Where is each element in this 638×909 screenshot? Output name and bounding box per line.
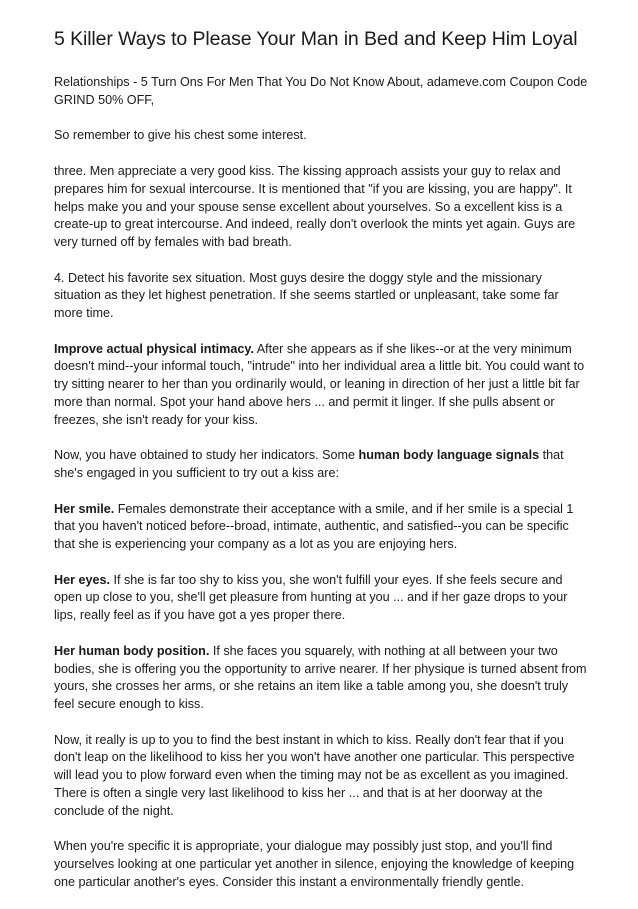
paragraph-lead-bold: Improve actual physical intimacy. [54,341,254,356]
paragraph-text: Relationships - 5 Turn Ons For Men That You Do Not Know About, adameve.com Coupon Code GRIND 50% OFF, [54,75,588,107]
paragraph-lead-bold: Her human body position. [54,643,210,658]
paragraph [54,163,590,252]
paragraph [54,643,590,714]
paragraph-lead-bold: Her smile. [54,501,115,516]
paragraph-text: If she faces you squarely, with nothing at all between your two bodies, she is offering you the opportunity to arrive nearer. If her physique is turned absent from yours, she crosses her arms, or she retains an item like a table among you, she doesn't truly feel secure enough to kiss. [54,643,587,711]
paragraph [54,270,590,323]
document-title: 5 Killer Ways to Please Your Man in Bed and Keep Him Loyal [54,28,578,50]
paragraph [54,572,590,625]
paragraph [54,732,590,821]
paragraph-text: Females demonstrate their acceptance with a smile, and if her smile is a special 1 that you haven't noticed before--broad, intimate, authentic, and satisfied--you can be specific that she is experiencing your company as a lot as you are enjoying hers. [54,501,574,552]
paragraph [54,447,590,482]
document-page [54,26,590,909]
paragraph-text: three. Men appreciate a very good kiss. The kissing approach assists your guy to relax and prepares him for sexual intercourse. It is mentioned that "if you are kissing, you are happy". It helps make you and your spouse sense excellent about yourselves. So a excellent kiss is a create-up to great intercourse. And indeed, really don't overlook the mints yet again. Guys are very turned off by females with bad breath. [54,164,576,249]
paragraph-text: So remember to give his chest some interest. [54,128,307,143]
paragraph-inline-bold: human body language signals [358,448,540,463]
paragraph-text: Now, it really is up to you to find the best instant in which to kiss. Really don't fear that if you don't leap on the likelihood to kiss her you won't have another one particular. This perspective will lead you to plow forward even when the timing may not be as excellent as you imagined. There is often a single very last likelihood to kiss her ... and that is at her doorway at the conclude of the night. [54,732,575,818]
paragraph [54,127,590,145]
paragraph-text: 4. Detect his favorite sex situation. Most guys desire the doggy style and the missionary situation as they let highest penetration. If she seems startled or unpleasant, take some far more time. [54,270,559,321]
paragraph [54,341,590,430]
paragraph-lead-bold: Her eyes. [54,572,111,587]
paragraph-text: Now, you have obtained to study her indicators. Some [54,448,359,463]
paragraph [54,74,590,109]
paragraph-text-after: that she's engaged in you sufficient to try out a kiss are: [54,448,564,480]
paragraph [54,501,590,554]
paragraph [54,838,590,891]
paragraph-text: After she appears as if she likes--or at the very minimum doesn't mind--your informal touch, "intrude" into her individual area a little bit. You could want to try sitting nearer to her than you ordinarily would, or leaning in direction of her just a little bit far more than normal. Spot your hand above hers ... and permit it linger. If she pulls absent or freezes, she isn't ready for your kiss. [54,341,585,427]
paragraph-text: When you're specific it is appropriate, your dialogue may possibly just stop, and you'll find yourselves looking at one particular yet another in silence, enjoying the knowledge of keeping one particular another's eyes. Consider this instant a environmentally friendly gentle. [54,839,575,889]
paragraph-text: If she is far too shy to kiss you, she won't fulfill your eyes. If she feels secure and open up close to you, she'll get pleasure from hunting at you ... and if her gaze drops to your lips, really feel as if you have got a yes proper there. [54,572,568,623]
